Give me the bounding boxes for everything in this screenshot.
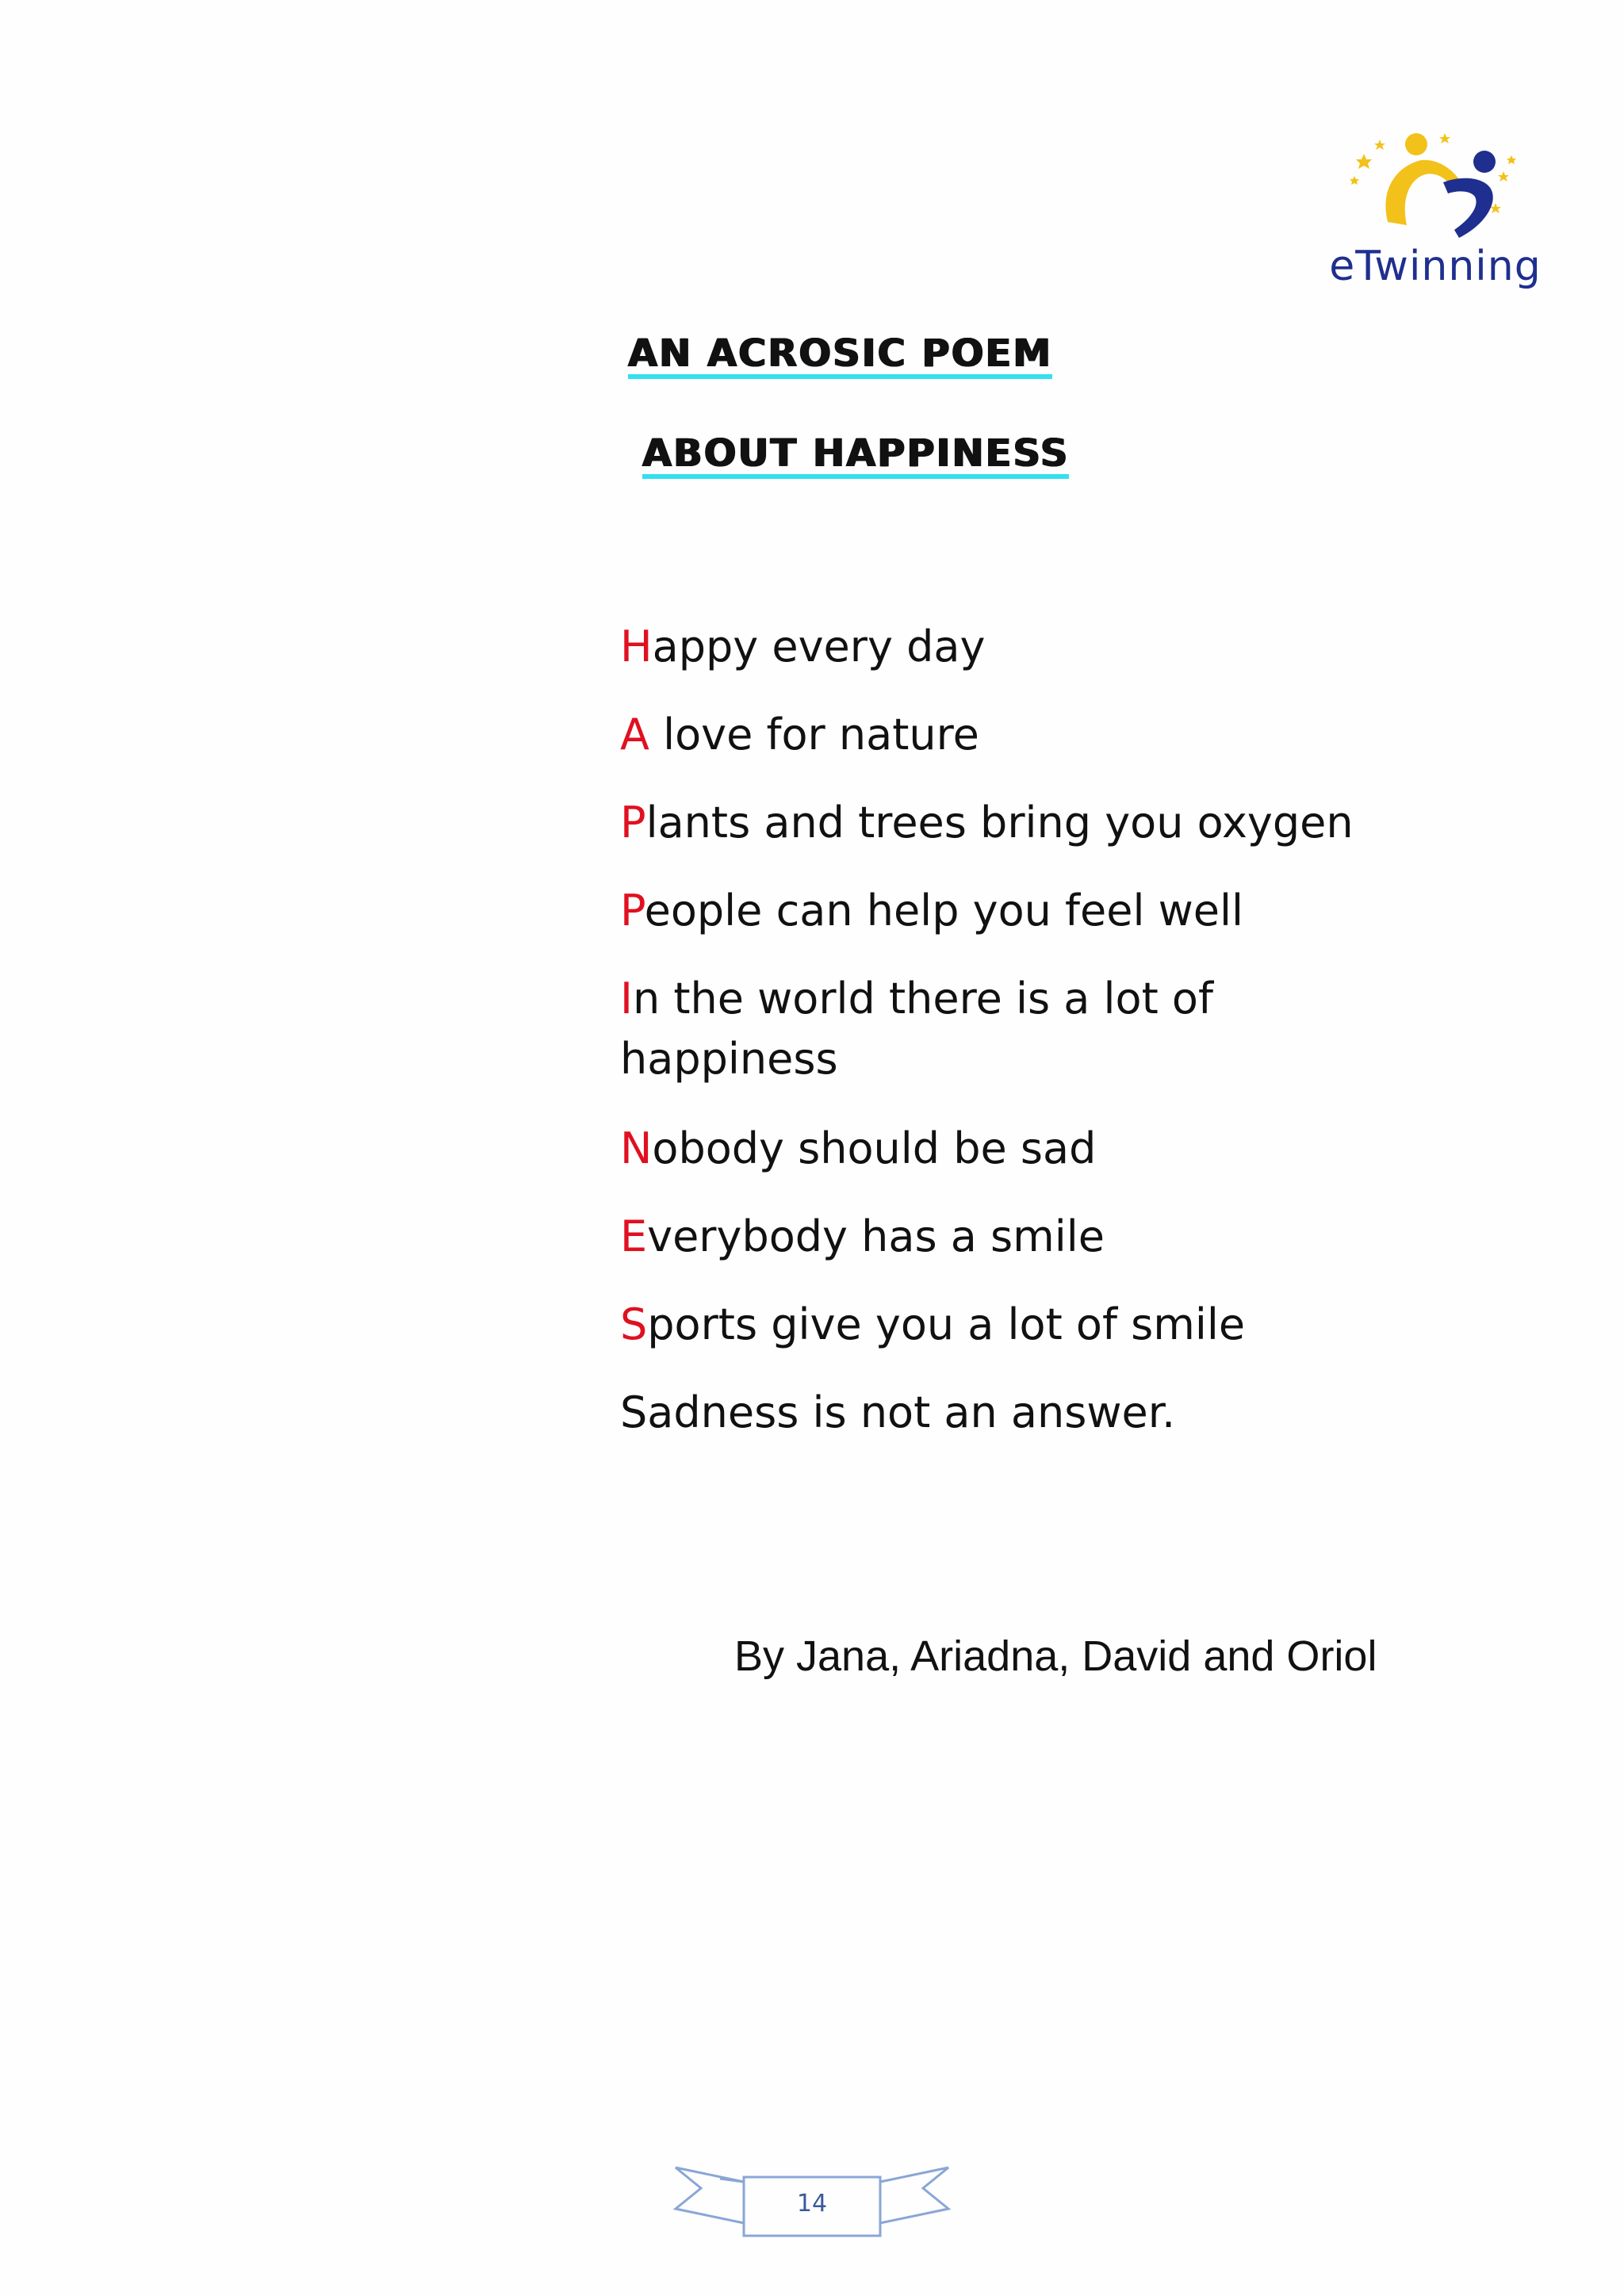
acrostic-initial: H: [620, 622, 653, 672]
line-text: Sadness is not an answer.: [620, 1387, 1176, 1437]
etwinning-people-stars-icon: [1348, 127, 1522, 246]
line-text: appy every day: [652, 622, 986, 672]
line-text: obody should be sad: [652, 1123, 1097, 1173]
line-text: love for nature: [649, 710, 979, 760]
acrostic-initial: P: [620, 886, 645, 936]
poem-line: [620, 793, 1381, 881]
acrostic-initial: E: [620, 1211, 648, 1261]
line-text: eople can help you feel well: [644, 886, 1244, 936]
etwinning-wordmark: eTwinning: [1329, 243, 1542, 290]
poem-title-line-2: [642, 431, 1069, 479]
line-text: n the world there is a lot of: [632, 974, 1213, 1024]
acrostic-initial: I: [620, 974, 633, 1024]
line-continuation: happiness: [620, 1034, 838, 1084]
poem-line: [620, 969, 1381, 1119]
authors-credit: By Jana, Ariadna, David and Oriol: [734, 1632, 1377, 1680]
line-text: ports give you a lot of smile: [647, 1299, 1246, 1349]
acrostic-initial: P: [620, 798, 646, 848]
poem-line: [620, 705, 1381, 793]
acrostic-poem: [620, 617, 1381, 1471]
page-number: 14: [796, 2190, 828, 2218]
etwinning-logo: [1316, 127, 1554, 301]
poem-line: [620, 1383, 1381, 1471]
title-line-1-text: AN ACROSIC POEM: [628, 335, 1052, 379]
poem-line: [620, 1295, 1381, 1383]
acrostic-initial: S: [620, 1299, 648, 1349]
poem-line: [620, 1207, 1381, 1295]
acrostic-initial: N: [620, 1123, 653, 1173]
acrostic-initial: A: [620, 710, 649, 760]
poem-title-line-1: [628, 331, 1052, 379]
line-text: verybody has a smile: [647, 1211, 1105, 1261]
title-line-2-text: ABOUT HAPPINESS: [642, 434, 1069, 479]
line-text: lants and trees bring you oxygen: [645, 798, 1354, 848]
poem-line: [620, 617, 1381, 705]
poem-line: [620, 1119, 1381, 1207]
poem-line: [620, 881, 1381, 969]
